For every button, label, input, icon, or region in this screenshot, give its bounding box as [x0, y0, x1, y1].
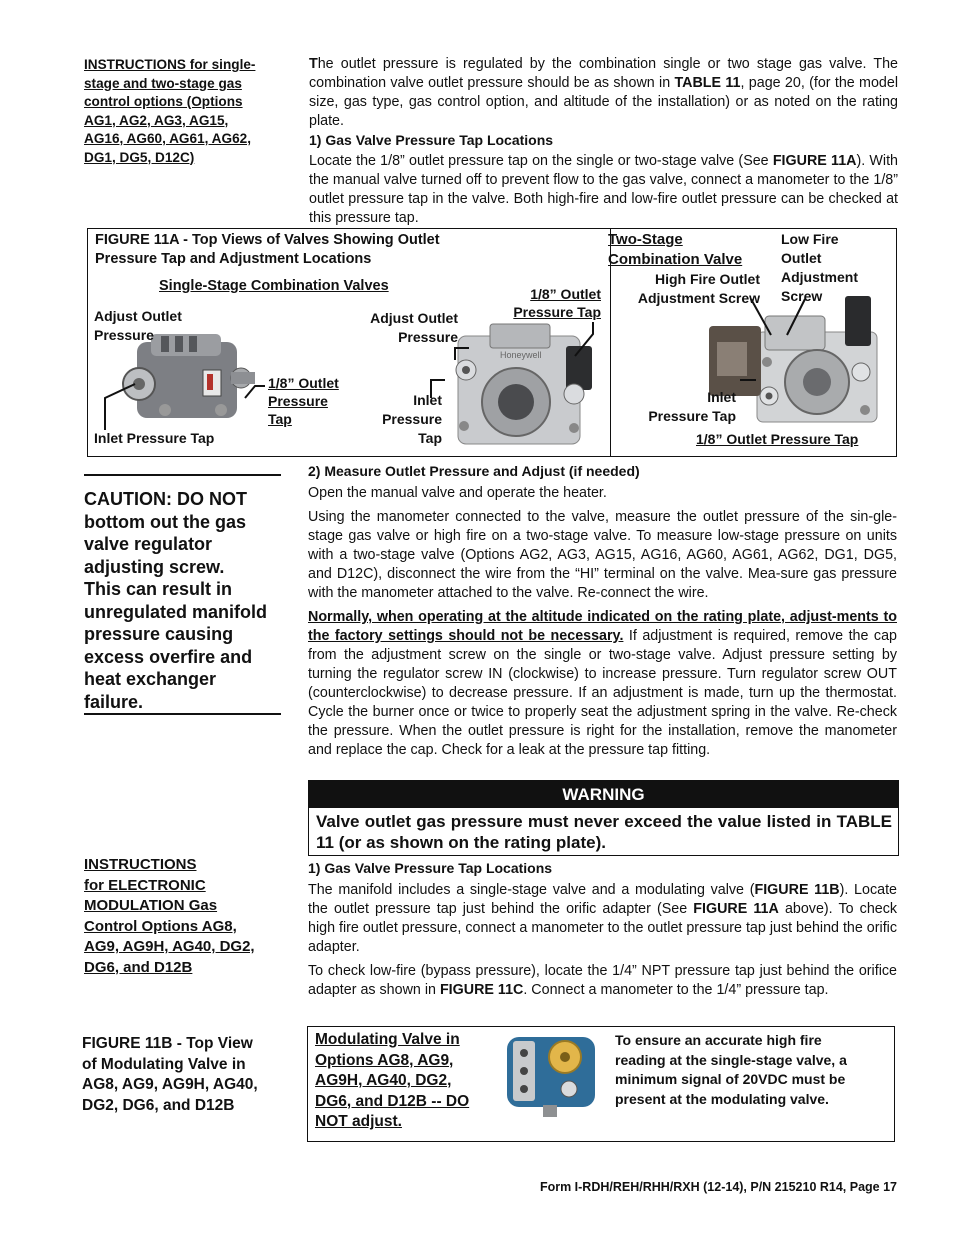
caution-bottom-rule: [84, 713, 281, 715]
warning-title-bar: WARNING: [309, 781, 898, 808]
high-fire-adjust-label: High Fire Outlet Adjustment Screw: [637, 271, 760, 306]
left-inlet-tap-label: Inlet Pressure Tap: [94, 430, 215, 446]
electronic-tap-heading: 1) Gas Valve Pressure Tap Locations: [308, 860, 553, 876]
honeywell-logo-text: Honeywell: [500, 350, 542, 360]
modulating-valve-label: Modulating Valve in Options AG8, AG9, AG9H, AG40, DG2, DG6, and D12B -- DO NOT adjust.: [315, 1031, 470, 1130]
electronic-paragraph-2: To check low-fire (bypass pressure), locate the 1/4” NPT pressure tap just behind the orifice adapter as shown in FIGURE 11C. Connect a manometer to the 1/4” pressure tap.: [308, 963, 897, 998]
warning-text: Valve outlet gas pressure must never exceed the value listed in TABLE 11 (or as shown on the rating plate).: [316, 812, 892, 852]
modulating-valve-image: [503, 1031, 599, 1119]
middle-adjust-outlet-label: Adjust Outlet Pressure: [370, 310, 458, 345]
measure-paragraph-2: Using the manometer connected to the valve, measure the outlet pressure of the sin-gle-stage gas valve or high fire on a two-stage valve. To measure low-stage pressure on units with a two-stage valve (Options AG2, AG3, AG15, AG16, AG60, AG61, AG62, DG1, DG5, and D12C), disconnect the wire from the “HI” terminal on the valve. Mea-sure gas pressure with the manometer attached to the valve. Re-connect the wire.: [308, 509, 897, 601]
two-stage-heading: Two-Stage Combination Valve: [608, 231, 743, 268]
page-footer: Form I-RDH/REH/RHH/RXH (12-14), P/N 215210 R14, Page 17: [539, 1180, 897, 1194]
warning-box: [308, 780, 899, 856]
pressure-tap-paragraph: Locate the 1/8” outlet pressure tap on the single or two-stage valve (See FIGURE 11A). With the manual valve turned off to prevent flow to the gas valve, connect a manometer to the 1/8” outlet pressure tap in the valve. Both high-fire and low-fire outlet pressure can be checked at this pressure tap.: [309, 153, 899, 226]
figure-11a-title: FIGURE 11A - Top Views of Valves Showing Outlet Pressure Tap and Adjustment Locations: [95, 232, 440, 267]
intro-sidebar-heading: INSTRUCTIONS for single- stage and two-stage gas control options (Options AG1, AG2, AG3, AG15, AG16, AG60, AG61, AG62, DG1, DG5, D12C): [84, 57, 256, 165]
left-adjust-outlet-label: Adjust Outlet Pressure: [94, 308, 182, 343]
left-leader-lines: [95, 340, 275, 440]
caution-text: CAUTION: DO NOT bottom out the gas valve regulator adjusting screw. This can result in unregulated manifold pressure causing excess overfire and heat exchanger failure.: [84, 489, 268, 712]
figure-11b-caption: FIGURE 11B - Top View of Modulating Valve in AG8, AG9, AG9H, AG40, DG2, DG6, and D12B: [82, 1035, 258, 1114]
pressure-tap-heading: 1) Gas Valve Pressure Tap Locations: [309, 132, 554, 148]
measure-heading: 2) Measure Outlet Pressure and Adjust (if needed): [308, 463, 640, 479]
measure-section: [308, 462, 897, 760]
intro-section: [309, 55, 898, 228]
caution-top-rule: [84, 474, 281, 476]
middle-inlet-tap-label: Inlet Pressure Tap: [382, 392, 442, 446]
intro-paragraph: The outlet pressure is regulated by the combination single or two stage gas valve. The combination valve outlet pressure should be as shown in TABLE 11, page 20, (for the model size, gas type, gas control option, and altitude of the installation) or as noted on the rating plate.: [309, 56, 898, 129]
single-stage-heading: Single-Stage Combination Valves: [159, 278, 389, 294]
electronic-sidebar-heading: INSTRUCTIONS for ELECTRONIC MODULATION Gas Control Options AG8, AG9, AG9H, AG40, DG2, DG6, and D12B: [84, 856, 255, 976]
low-fire-adjust-label: Low Fire Outlet Adjustment Screw: [781, 231, 858, 304]
electronic-section: [308, 859, 897, 1000]
two-stage-inlet-tap-label: Inlet Pressure Tap: [648, 389, 736, 424]
electronic-paragraph-1: The manifold includes a single-stage valve and a modulating valve (FIGURE 11B). Locate the outlet pressure tap just behind the orific adapter (See FIGURE 11A above). To check high fire outlet pressure, connect a manometer to the outlet pressure tap just behind the orific adapter.: [308, 882, 898, 955]
modulating-valve-note: To ensure an accurate high fire reading at the single-stage valve, a minimum signal of 20VDC must be present at the modulating valve.: [615, 1032, 847, 1107]
measure-paragraph-3: Normally, when operating at the altitude indicated on the rating plate, adjust-ments to the factory settings should not be necessary. If adjustment is required, remove the cap from the adjustment screw on the single or two-stage valve. Adjust pressure setting by turning the regulator screw IN (clockwise) to increase pressure. Turn regulator screw OUT (counterclockwise) to decrease pressure. If an adjustment is made, turn up the thermostat. Cycle the burner once or twice to properly seat the adjustment spring in the valve. Re-check the pressure. When the outlet pressure is right for the installation, remove the manometer and replace the cap. Check for a leak at the pressure tap fitting.: [308, 609, 897, 758]
left-outlet-tap-label: 1/8” Outlet Pressure Tap: [268, 375, 339, 427]
two-stage-inlet-leader: [736, 376, 766, 400]
middle-outlet-tap-label: 1/8” Outlet Pressure Tap: [513, 286, 601, 320]
two-stage-outlet-tap-label: 1/8” Outlet Pressure Tap: [696, 431, 859, 447]
measure-paragraph-1: Open the manual valve and operate the heater.: [308, 485, 607, 501]
